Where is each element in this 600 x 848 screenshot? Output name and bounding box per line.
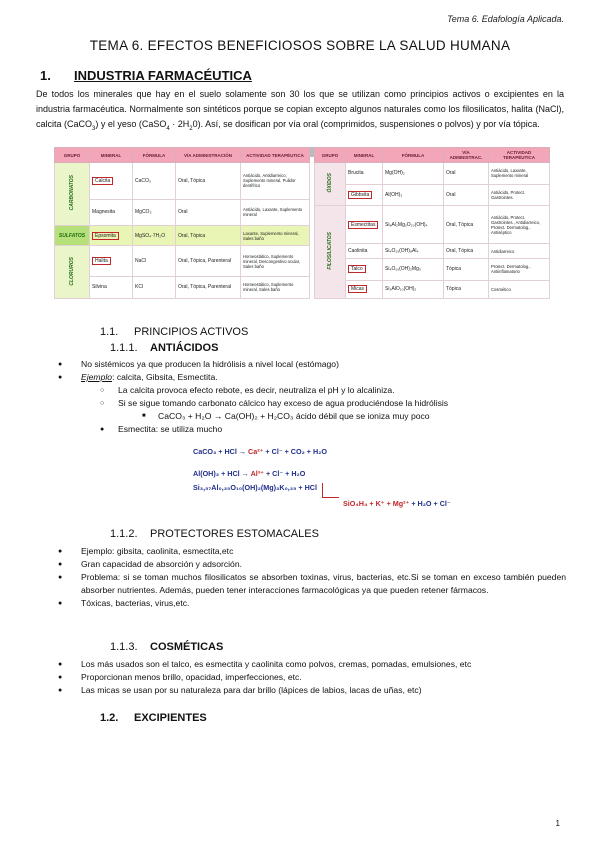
list-item: ○ La calcita provoca efecto rebote, es decir, neutraliza el pH y lo alcaliniza. bbox=[58, 384, 568, 397]
group-label: ÓXIDOS bbox=[327, 173, 333, 193]
via-cell: Tópica bbox=[444, 280, 489, 298]
col-header: MINERAL bbox=[346, 148, 383, 163]
intro-sub: 2 bbox=[189, 125, 193, 132]
antiacidos-content bbox=[58, 358, 568, 436]
reaction-part: Al(OH)₃ + HCl → bbox=[193, 469, 251, 478]
reaction-products: SiO₄H₄ + K⁺ + Mg²⁺ bbox=[343, 499, 410, 508]
mineral-cell bbox=[346, 206, 383, 244]
mineral-name: Halita bbox=[92, 257, 111, 265]
reaction-ion: Al³⁺ bbox=[250, 469, 264, 478]
col-header: GRUPO bbox=[315, 148, 346, 163]
table-row bbox=[55, 246, 310, 277]
subsection-1-2-heading bbox=[100, 712, 207, 724]
mineral-name: Calcita bbox=[92, 177, 113, 185]
via-cell: Oral, Tópica, Parenteral bbox=[176, 246, 241, 277]
table-row bbox=[315, 184, 550, 206]
table-row bbox=[55, 199, 310, 225]
minerals-table-left bbox=[54, 147, 310, 299]
intro-text-a: De todos los minerales que hay en el suelo solamente son 30 los que se utilizan como principios activos o excipientes en la industria farmacéutica. Normalmente son sintéticos porque se copian excepto algunos naturales como los filosilicatos, halita (NaCl), calcita (CaCO bbox=[36, 89, 564, 129]
subsection-number: 1.1. bbox=[100, 326, 119, 338]
list-item bbox=[58, 371, 568, 384]
mineral-cell bbox=[346, 184, 383, 206]
activity-cell: Cosmético bbox=[489, 280, 550, 298]
protectores-content bbox=[58, 545, 566, 610]
mineral-name: Gibbsita bbox=[348, 191, 372, 199]
activity-cell: Homeostático, Suplemento mineral, Descongestivo ocular, Sales baño bbox=[241, 246, 310, 277]
activity-cell: Homeostático, Suplemento mineral, Sales baño bbox=[241, 276, 310, 298]
via-cell: Oral, Tópica bbox=[444, 206, 489, 244]
mineral-name: Epsomita bbox=[92, 232, 119, 240]
reaction-part: + Cl⁻ + CO₂ + H₂O bbox=[263, 447, 327, 456]
table-row bbox=[55, 163, 310, 200]
activity-cell: Antiácido, Antidiarreico, Suplemento mineral, Pulidor dentífrico bbox=[241, 163, 310, 200]
group-cell bbox=[315, 206, 346, 299]
formula-cell: Al(OH)₃ bbox=[383, 184, 444, 206]
formula-cell: NaCl bbox=[133, 246, 176, 277]
reaction-2 bbox=[193, 469, 305, 478]
group-label: FILOSILICATOS bbox=[327, 232, 333, 270]
mineral-name: Esmectitas bbox=[348, 221, 378, 229]
mineral-name: Micas bbox=[348, 285, 367, 293]
mineral-cell: Silvina bbox=[90, 276, 133, 298]
bullet-list bbox=[58, 545, 566, 610]
section-1-heading bbox=[40, 68, 252, 83]
intro-sub: 4 bbox=[166, 125, 170, 132]
activity-cell: Antiácido, Protect. Gastrointes., Antidiarreico, Protect. Dermatolog., Antiséptico bbox=[489, 206, 550, 244]
bullet-list bbox=[58, 358, 568, 384]
activity-cell: Laxante, Suplemento mineral, Sales baño bbox=[241, 226, 310, 246]
reaction-ion: Ca²⁺ bbox=[248, 447, 264, 456]
mineral-cell bbox=[346, 259, 383, 281]
table-row bbox=[315, 259, 550, 281]
subsection-number: 1.1.3. bbox=[110, 641, 138, 653]
reaction-part: CaCO₃ + HCl → bbox=[193, 447, 249, 456]
subsection-1-1-3-heading bbox=[110, 641, 223, 653]
subsection-1-1-2-heading bbox=[110, 528, 319, 540]
mineral-cell bbox=[90, 246, 133, 277]
mineral-cell: Caolinita bbox=[346, 244, 383, 259]
subsection-number: 1.1.1. bbox=[110, 342, 138, 354]
subsection-1-1-heading bbox=[100, 326, 248, 338]
reactions-figure bbox=[193, 447, 451, 511]
reaction-arrow bbox=[322, 483, 339, 498]
col-header: GRUPO bbox=[55, 148, 90, 163]
reaction-4 bbox=[343, 499, 451, 508]
subsection-number: 1.2. bbox=[100, 712, 119, 724]
col-header: FÓRMULA bbox=[133, 148, 176, 163]
subsection-title: ANTIÁCIDOS bbox=[150, 342, 219, 354]
subsection-title: PROTECTORES ESTOMACALES bbox=[150, 528, 319, 540]
col-header: ACTIVIDAD TERAPÉUTICA bbox=[489, 148, 550, 163]
activity-cell: Antiácido, Laxante, Suplemento mineral bbox=[241, 199, 310, 225]
list-item: ● Problema: si se toman muchos filosilicatos se absorben toxinas, virus, bacterias, etc.Si se toman en exceso también pueden absorber nutrientes. Además, pueden tener interacciones farmacológicas ya que pueden retener fármacos. bbox=[58, 571, 566, 597]
activity-cell: Protect. Dermatolog., Antiinflamatorio bbox=[489, 259, 550, 281]
formula-cell: Si₈Al₂Mg₂O₂₀(OH)₄ bbox=[383, 206, 444, 244]
via-cell: Oral, Tópica bbox=[176, 163, 241, 200]
formula-cell: Si₄O₁₀(OH)₈Al₄ bbox=[383, 244, 444, 259]
reaction-3: Si₃,₅₇Al₀,₃₅O₁₀(OH)₂(Mg)₃K₀,₃₅ + HCl bbox=[193, 483, 317, 492]
via-cell: Oral bbox=[444, 184, 489, 206]
subsection-1-1-1-heading bbox=[110, 342, 218, 354]
intro-text-c: · 2H bbox=[169, 119, 190, 129]
example-label: Ejemplo bbox=[81, 372, 113, 382]
subsection-number: 1.1.2. bbox=[110, 528, 138, 540]
subsection-title: EXCIPIENTES bbox=[134, 712, 207, 724]
via-cell: Oral bbox=[176, 199, 241, 225]
table-row bbox=[55, 276, 310, 298]
list-item: ● Ejemplo: gibsita, caolinita, esmectita,etc bbox=[58, 545, 566, 558]
subsection-title: COSMÉTICAS bbox=[150, 641, 224, 653]
table-row bbox=[315, 206, 550, 244]
reaction-1 bbox=[193, 447, 327, 456]
minerals-table-right bbox=[314, 147, 550, 299]
running-header: Tema 6. Edafología Aplicada. bbox=[447, 14, 564, 24]
formula-cell: Si₄O₁₀(OH)₂Mg₃ bbox=[383, 259, 444, 281]
section-title: INDUSTRIA FARMACÉUTICA bbox=[74, 68, 252, 83]
via-cell: Oral, Tópica, Parenteral bbox=[176, 276, 241, 298]
intro-sub: 3 bbox=[92, 125, 96, 132]
group-cell bbox=[55, 246, 90, 299]
intro-text-b: ) y el yeso (CaSO bbox=[95, 119, 167, 129]
formula-cell: MgCO₃ bbox=[133, 199, 176, 225]
via-cell: Oral bbox=[444, 163, 489, 185]
mineral-cell bbox=[90, 226, 133, 246]
list-item: ○ Si se sigue tomando carbonato cálcico hay exceso de agua produciéndose la hidrólisis bbox=[58, 397, 568, 410]
col-header: MINERAL bbox=[90, 148, 133, 163]
list-item: ● No sistémicos ya que producen la hidrólisis a nivel local (estómago) bbox=[58, 358, 568, 371]
table-row bbox=[315, 163, 550, 185]
mineral-name: Talco bbox=[348, 265, 366, 273]
intro-text-d: 0). Así, se dosifican por vía oral (comprimidos, suspensiones o polvos) y por vía tópica. bbox=[192, 119, 540, 129]
via-cell: Oral, Tópica bbox=[176, 226, 241, 246]
intro-paragraph bbox=[36, 87, 564, 137]
table-header-row bbox=[315, 148, 550, 163]
reaction-part: + H₂O + Cl⁻ bbox=[409, 499, 451, 508]
activity-cell: Antiácido, Laxante, Suplemento mineral bbox=[489, 163, 550, 185]
group-label: CLORUROS bbox=[69, 256, 75, 286]
col-header: FÓRMULA bbox=[383, 148, 444, 163]
formula-cell: KCl bbox=[133, 276, 176, 298]
equation-note: ácido débil que se ioniza muy poco bbox=[293, 411, 430, 421]
activity-cell: Antidiarreico bbox=[489, 244, 550, 259]
mineral-cell bbox=[346, 280, 383, 298]
list-item bbox=[58, 410, 568, 423]
group-cell bbox=[55, 163, 90, 226]
table-row bbox=[315, 280, 550, 298]
group-label: CARBONATOS bbox=[69, 175, 75, 211]
col-header: ACTIVIDAD TERAPÉUTICA bbox=[241, 148, 310, 163]
example-text: : calcita, Gibsita, Esmectita. bbox=[112, 372, 218, 382]
cosmeticas-content bbox=[58, 658, 566, 697]
section-number: 1. bbox=[40, 68, 51, 83]
mineral-cell: Brucita bbox=[346, 163, 383, 185]
via-cell: Oral, Tópica bbox=[444, 244, 489, 259]
formula-cell: MgSO₄·7H₂O bbox=[133, 226, 176, 246]
col-header: VÍA ADMINISTRAC. bbox=[444, 148, 489, 163]
group-cell bbox=[315, 163, 346, 206]
list-item: ● Las micas se usan por su naturaleza para dar brillo (lápices de labios, lacas de uñas, etc) bbox=[58, 684, 566, 697]
bullet-list bbox=[58, 658, 566, 697]
document-title: TEMA 6. EFECTOS BENEFICIOSOS SOBRE LA SALUD HUMANA bbox=[89, 38, 511, 53]
group-cell: SULFATOS bbox=[55, 226, 90, 246]
list-item: ● Gran capacidad de absorción y adsorción. bbox=[58, 558, 566, 571]
table-row bbox=[315, 244, 550, 259]
via-cell: Tópica bbox=[444, 259, 489, 281]
activity-cell: Antiácido, Protect. Gastrointes. bbox=[489, 184, 550, 206]
col-header: VÍA ADMINISTRACIÓN bbox=[176, 148, 241, 163]
table-row bbox=[55, 226, 310, 246]
list-item: ● Los más usados son el talco, es esmectita y caolinita como polvos, cremas, pomadas, emulsiones, etc bbox=[58, 658, 566, 671]
table-header-row bbox=[55, 148, 310, 163]
list-item: ● Esmectita: se utiliza mucho bbox=[58, 423, 568, 436]
formula-cell: CaCO₃ bbox=[133, 163, 176, 200]
mineral-cell: Magnesita bbox=[90, 199, 133, 225]
formula-cell: Si₃AlO₁₀(OH)₂ bbox=[383, 280, 444, 298]
mineral-cell bbox=[90, 163, 133, 200]
formula-cell: Mg(OH)₂ bbox=[383, 163, 444, 185]
list-item: ● Tóxicas, bacterias, virus,etc. bbox=[58, 597, 566, 610]
list-item: ● Proporcionan menos brillo, opacidad, imperfecciones, etc. bbox=[58, 671, 566, 684]
subsection-title: PRINCIPIOS ACTIVOS bbox=[134, 326, 249, 338]
equation-inline: CaCO₃ + H₂O → Ca(OH)₂ + H₂CO₃ bbox=[158, 411, 294, 421]
reaction-part: + Cl⁻ + H₂O bbox=[263, 469, 306, 478]
page-number: 1 bbox=[555, 819, 560, 828]
